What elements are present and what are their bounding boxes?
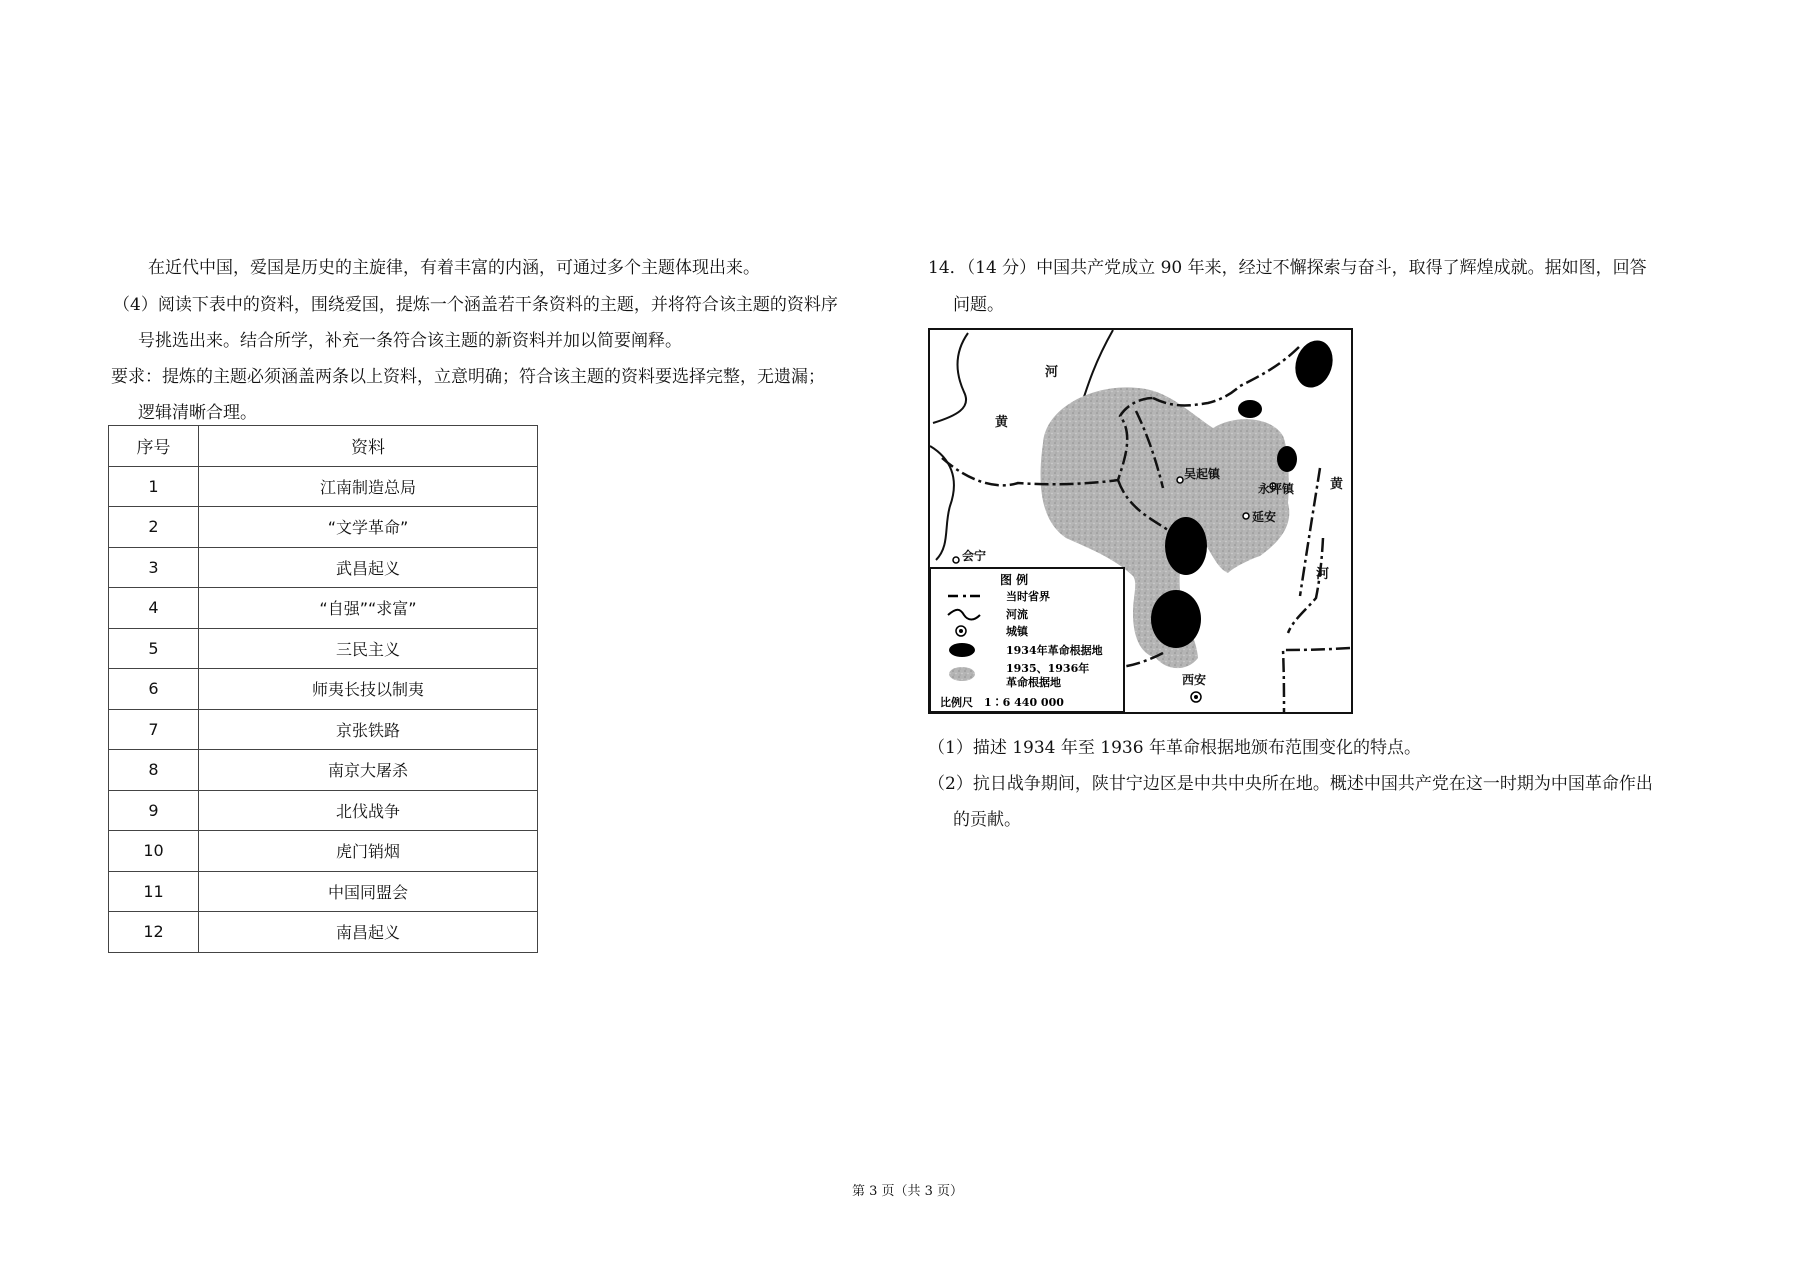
legend-1935-line-1: 1935、1936年 [1006, 662, 1090, 675]
sub-question-2-line-2: 的贡献。 [953, 810, 1021, 830]
table-row [109, 709, 538, 750]
row-index: 9 [109, 790, 199, 831]
header-index: 序号 [109, 426, 199, 467]
town-marker-huining [953, 557, 959, 563]
table-row [109, 831, 538, 872]
map-label-river-he: 河 [1045, 365, 1059, 380]
material-table [108, 425, 538, 953]
question-14-line-1: 14．（14 分）中国共产党成立 90 年来，经过不懈探索与奋斗，取得了辉煌成就。据如图，回答 [928, 258, 1647, 278]
table-row [109, 628, 538, 669]
row-material: 南昌起义 [199, 912, 538, 953]
map-label-huang-east: 黄 [1330, 477, 1344, 492]
table-row [109, 507, 538, 548]
legend-town-symbol-center [959, 629, 963, 633]
legend-title: 图 例 [1000, 573, 1029, 587]
row-material: 师夷长技以制夷 [199, 669, 538, 710]
table-row [109, 790, 538, 831]
row-material: 京张铁路 [199, 709, 538, 750]
row-index: 10 [109, 831, 199, 872]
row-material: 三民主义 [199, 628, 538, 669]
legend-river: 河流 [1006, 608, 1028, 621]
question-4-line-2: 号挑选出来。结合所学，补充一条符合该主题的新资料并加以简要阐释。 [138, 331, 682, 351]
table-row [109, 547, 538, 588]
requirement-line-1: 要求：提炼的主题必须涵盖两条以上资料，立意明确；符合该主题的资料要选择完整，无遗漏； [111, 367, 825, 387]
legend-scale: 比例尺 1∶6 440 000 [940, 696, 1064, 709]
row-index: 12 [109, 912, 199, 953]
table-header-row [109, 426, 538, 467]
legend-1934-symbol [949, 643, 975, 657]
row-material: 虎门销烟 [199, 831, 538, 872]
town-marker-xian-center [1194, 695, 1198, 699]
question-4-line-1: （4）阅读下表中的资料，围绕爱国，提炼一个涵盖若干条资料的主题，并将符合该主题的资料序 [113, 295, 838, 315]
question-14-line-2: 问题。 [953, 295, 1004, 315]
row-material: 北伐战争 [199, 790, 538, 831]
row-index: 6 [109, 669, 199, 710]
row-material: 武昌起义 [199, 547, 538, 588]
table-row [109, 871, 538, 912]
row-index: 4 [109, 588, 199, 629]
row-material: “文学革命” [199, 507, 538, 548]
map-label-huang: 黄 [995, 415, 1009, 430]
map-label-he-east: 河 [1316, 567, 1330, 582]
legend-1934: 1934年革命根据地 [1006, 644, 1103, 657]
row-index: 1 [109, 466, 199, 507]
legend-1935-symbol [949, 667, 975, 681]
table-row [109, 912, 538, 953]
legend-1935-line-2: 革命根据地 [1006, 676, 1061, 689]
row-material: 中国同盟会 [199, 871, 538, 912]
row-index: 8 [109, 750, 199, 791]
town-marker-yanan [1243, 513, 1249, 519]
map-label-yanan: 延安 [1252, 510, 1277, 524]
town-marker-wuqi [1177, 477, 1183, 483]
table-row [109, 750, 538, 791]
table-row [109, 466, 538, 507]
table-row [109, 669, 538, 710]
row-material: 南京大屠杀 [199, 750, 538, 791]
row-index: 5 [109, 628, 199, 669]
legend-town: 城镇 [1006, 625, 1028, 638]
map-label-wuqi: 吴起镇 [1184, 467, 1221, 481]
row-index: 2 [109, 507, 199, 548]
row-index: 7 [109, 709, 199, 750]
row-index: 3 [109, 547, 199, 588]
row-index: 11 [109, 871, 199, 912]
map-label-xian: 西安 [1182, 673, 1207, 687]
map-legend [930, 568, 1124, 712]
sub-question-1: （1）描述 1934 年至 1936 年革命根据地颁布范围变化的特点。 [928, 738, 1421, 758]
map-label-huining: 会宁 [962, 549, 987, 563]
legend-boundary: 当时省界 [1006, 590, 1050, 603]
row-material: “自强”“求富” [199, 588, 538, 629]
page-footer: 第 3 页（共 3 页） [851, 1184, 964, 1199]
intro-text: 在近代中国，爱国是历史的主旋律，有着丰富的内涵，可通过多个主题体现出来。 [148, 258, 760, 278]
revolutionary-base-map [928, 328, 1353, 714]
row-material: 江南制造总局 [199, 466, 538, 507]
header-material: 资料 [199, 426, 538, 467]
table-row [109, 588, 538, 629]
sub-question-2-line-1: （2）抗日战争期间，陕甘宁边区是中共中央所在地。概述中国共产党在这一时期为中国革命作出 [928, 774, 1653, 794]
requirement-line-2: 逻辑清晰合理。 [138, 403, 257, 423]
map-label-yongping: 永坪镇 [1258, 482, 1295, 496]
